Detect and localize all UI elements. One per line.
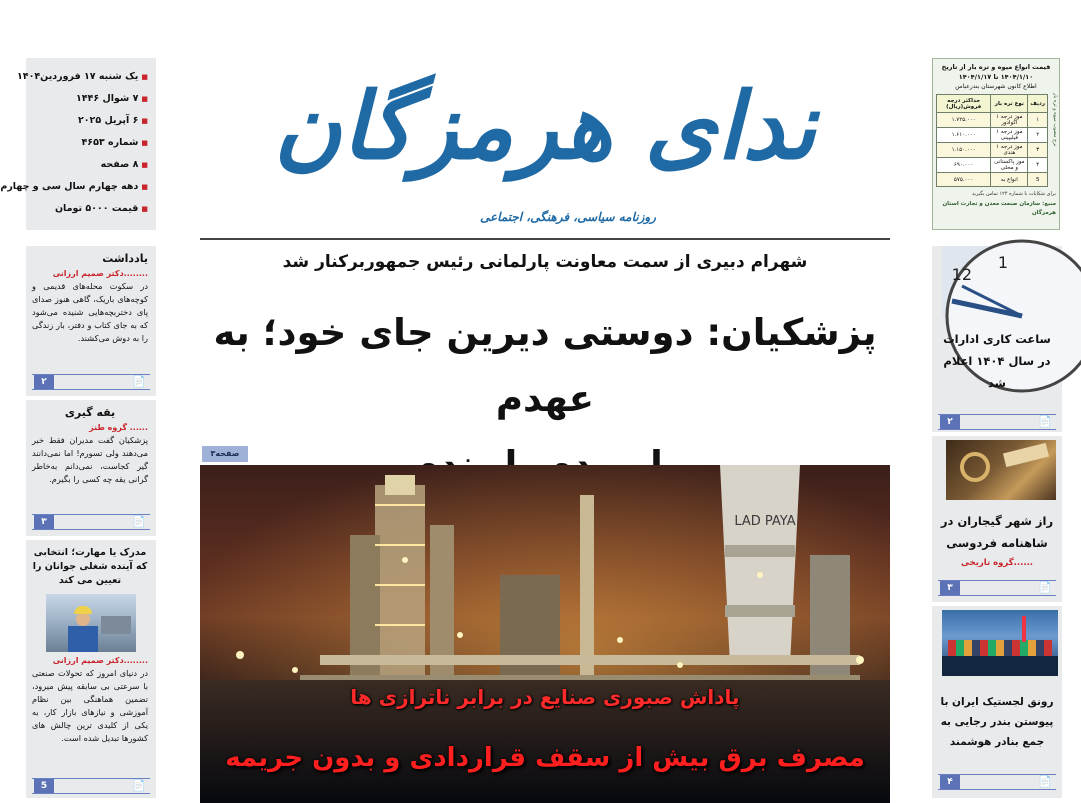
main-photo-steel-plant[interactable] <box>200 465 890 803</box>
svg-text:12: 12 <box>951 265 972 284</box>
tagline: روزنامه سیاسی، فرهنگی، اجتماعی <box>480 210 656 224</box>
article-body: پزشکیان گفت مدیران فقط خبر می‌دهند ولی تسورم! اما نمی‌دانند گیر کجاست، نمی‌دانم به‌خاطر گرانی یقه چه کسی را بگیرم. <box>32 435 148 484</box>
article-title: رونق لجستیک ایران با پیوستن بندر رجایی به جمع بنادر هوشمند <box>940 696 1054 748</box>
price-table <box>936 94 1048 187</box>
page-icon: 📄 <box>1038 775 1052 788</box>
issue-gregorian-date: ■ ۶ آپریل ۲۰۲۵ <box>30 110 148 132</box>
page-number: ۳ <box>34 515 54 529</box>
article-title: یقه گیری <box>64 406 116 419</box>
page-icon: 📄 <box>1038 581 1052 594</box>
price-side-label: نرخ مصوب میوه و تره بار <box>1052 93 1058 147</box>
tower-sign-text: LAD PAYA <box>734 514 796 529</box>
issue-volume: ■ دهه چهارم سال سی و چهارم <box>30 176 148 198</box>
right-article-history[interactable] <box>932 436 1062 602</box>
headline-line-1: پزشکیان: دوستی دیرین جای خود؛ به عهدم <box>213 311 877 420</box>
table-row: ۳ موز درجه ۱ هندی ۱.۱۵۰.۰۰۰ <box>937 143 1048 158</box>
table-row: 5 انواع به ۵۷۵.۰۰۰ <box>937 173 1048 187</box>
masthead-divider <box>200 238 890 240</box>
bullet-icon: ■ <box>141 205 148 213</box>
issue-hijri-date: ■ ۷ شوال ۱۴۴۶ <box>30 88 148 110</box>
issue-info-box <box>0 58 156 230</box>
masthead <box>273 48 817 238</box>
table-row: ۱ موز درجه ۱ اکوادور ۱.۷۲۵.۰۰۰ <box>937 113 1048 128</box>
page-link-bar[interactable] <box>938 774 1056 790</box>
article-author: ........دکتر صمیم ارزانی <box>52 656 148 665</box>
right-article-office-hours[interactable] <box>932 246 1062 432</box>
page-reference-tag[interactable]: صفحه۳ <box>202 446 248 462</box>
price-source: منبع: سازمان صنعت معدن و تجارت استان هرمزگان <box>942 201 1056 216</box>
page-number: 5 <box>34 779 54 793</box>
page-icon: 📄 <box>132 375 146 388</box>
page-link-bar[interactable] <box>938 580 1056 596</box>
page-icon: 📄 <box>132 515 146 528</box>
bullet-icon: ■ <box>141 139 148 147</box>
page-number: ۳ <box>940 581 960 595</box>
issue-price: ■ قیمت ۵۰۰۰ تومان <box>30 198 148 220</box>
page-icon: 📄 <box>132 779 146 792</box>
issue-number: ■ شماره ۴۶۵۳ <box>30 132 148 154</box>
logo-text: ندای هرمزگان <box>273 72 817 180</box>
issue-pages: ■ ۸ صفحه <box>30 154 148 176</box>
page-number: ۲ <box>940 415 960 429</box>
article-photo-workers <box>46 594 136 652</box>
price-footnote: برای شکایات با شماره ۱۲۴ تماس بگیرید <box>971 191 1056 197</box>
right-article-port[interactable] <box>932 606 1062 798</box>
page-icon: 📄 <box>1038 415 1052 428</box>
bullet-icon: ■ <box>141 95 148 103</box>
left-article-note[interactable] <box>26 246 156 396</box>
article-author: ...... گروه طنز <box>89 423 148 432</box>
issue-date: ■ یک شنبه ۱۷ فروردین۱۴۰۴ <box>30 66 148 88</box>
kicker-headline[interactable]: شهرام دبیری از سمت معاونت پارلمانی رئیس جمهوربرکنار شد <box>282 252 808 272</box>
left-article-skills[interactable] <box>26 540 156 798</box>
table-row: ۲ موز درجه ۱ فیلیپینی ۱.۶۱۰.۰۰۰ <box>937 128 1048 143</box>
bullet-icon: ■ <box>141 161 148 169</box>
price-table-header: ردیف نوع تره بار حداکثر درجه فروش(ریال) <box>937 95 1048 113</box>
article-title: یادداشت <box>102 252 148 265</box>
article-author: ........دکتر صمیم ارزانی <box>52 269 148 278</box>
page-number: ۴ <box>940 775 960 789</box>
newspaper-logo[interactable] <box>273 48 817 198</box>
price-title: قیمت انواع میوه و تره بار از تاریخ ۱۴۰۴/۱/۱۰ تا ۱۴۰۴/۱/۱۷ <box>941 63 1051 81</box>
svg-text:1: 1 <box>997 253 1008 272</box>
article-title: راز شهر گیجاران در شاهنامه فردوسی <box>940 514 1054 550</box>
article-body: در دنیای امروز که تحولات صنعتی با سرعتی بی سابقه پیش میرود، تضمین هماهنگی بین نظام آموزشی و نیازهای بازار کار، به یکی از کلیدی ترین چالش های کشورها تبدیل شده است. <box>32 668 148 743</box>
bullet-icon: ■ <box>141 117 148 125</box>
article-body: در سکوت محله‌های قدیمی و کوچه‌های باریک، گاهی هنوز صدای پای دختربچه‌هایی شنیده می‌شود که به جای کتاب و دفتر، بار زندگی را به دوش می‌کشند. <box>32 281 148 343</box>
table-row: ۴ موز پاکستانی و محلی ۶۹۰.۰۰۰ <box>937 158 1048 173</box>
page-link-bar[interactable] <box>32 374 150 390</box>
photo-headline: مصرف برق بیش از سقف قراردادی و بدون جریمه <box>225 743 865 773</box>
port-photo <box>942 610 1058 676</box>
page-link-bar[interactable] <box>32 778 150 794</box>
left-article-satire[interactable] <box>26 400 156 536</box>
article-author: ......گروه تاریخی <box>960 558 1034 568</box>
page-number: ۲ <box>34 375 54 389</box>
page-link-bar[interactable] <box>32 514 150 530</box>
price-subtitle: اطلاع کانون شهرستان بندرعباس <box>955 83 1037 90</box>
clock-photo <box>942 246 1056 318</box>
bullet-icon: ■ <box>141 183 148 191</box>
page-link-bar[interactable] <box>938 414 1056 430</box>
clock-icon <box>942 246 1056 318</box>
article-title: مدرک یا مهارت؛ انتخابی که آینده شغلی جوانان را تعیین می کند <box>32 547 148 586</box>
history-photo <box>946 440 1056 500</box>
photo-subheadline: پاداش صبوری صنایع در برابر ناترازی ها <box>350 685 740 709</box>
bullet-icon: ■ <box>141 73 148 81</box>
article-title: ساعت کاری ادارات در سال ۱۴۰۴ اعلام شد <box>943 332 1051 390</box>
produce-price-box <box>932 58 1060 230</box>
